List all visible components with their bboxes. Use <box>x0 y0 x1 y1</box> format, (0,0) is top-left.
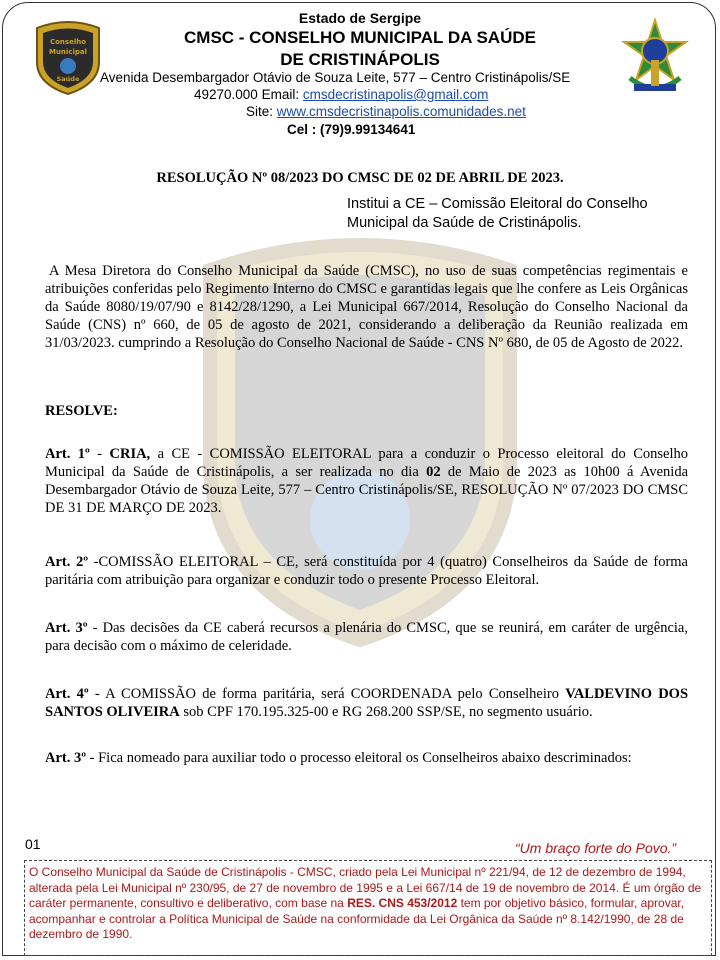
footer-text-a: O Conselho Municipal da Saúde de Cristinápolis - CMSC, criado pela Lei Municipal nº 221/94, de 12 de dezembro de 1994, alterada pela Lei Municipal nº 230/95, de 27 de novembro de 1995 e a Lei 667/14 de 19 de novembro de 2014. É um órgão de caráter permanente, consultivo e deliberativo, com base na <box>29 865 702 911</box>
article-1-text-a: a CE - COMISSÃO ELEITORAL para a conduzir o Processo eleitoral do Conselho Municipal da Saúde de Cristinápolis, a ser realizada no dia <box>45 446 688 480</box>
header-council-line1: CMSC - CONSELHO MUNICIPAL DA SAÚDE <box>184 28 536 47</box>
resolution-title: RESOLUÇÃO Nº 08/2023 DO CMSC DE 02 DE ABRIL DE 2023. <box>156 170 564 186</box>
article-4-name: VALDEVINO DOS SANTOS OLIVEIRA <box>45 686 689 720</box>
resolution-preamble: A Mesa Diretora do Conselho Municipal da Saúde (CMSC), no uso de suas competências regimentais e atribuições conferidas pelo Regimento Interno do CMSC e garantidas legais que lhe confere as Leis Orgânicas da Saúde 8080/19/07/90 e 8142/28/1290, a Lei Municipal 667/2014, Resolução do Conselho Nacional da Saúde (CNS) nº 660, de 05 de agosto de 2021, considerando a deliberação da Reunião realizada em 31/03/2023. cumprindo a Resolução do Conselho Nacional de Saúde - CNS Nº 680, de 05 de Agosto de 2022. <box>45 263 688 351</box>
footer-motto: “Um braço forte do Povo.” <box>515 840 677 856</box>
resolution-ementa: Institui a CE – Comissão Eleitoral do Conselho Municipal da Saúde de Cristinápolis. <box>347 196 648 231</box>
logo-text-bottom: Saúde <box>56 75 80 83</box>
header-email-label: Email: <box>261 87 300 102</box>
header-site-label: Site: <box>246 104 274 119</box>
header-state: Estado de Sergipe <box>298 10 422 26</box>
footer-text-b: tem por objetivo básico, formular, aprovar, acompanhar e controlar a Política Municipal de Saúde na conformidade da Lei Orgânica da Saúde nº 8.142/1990, de 28 de dezembro de 1990. <box>29 896 685 942</box>
article-1: Art. 1º - CRIA, a CE - COMISSÃO ELEITORAL para a conduzir o Processo eleitoral do Conselho Municipal da Saúde de Cristinápolis, a ser realizada no dia 02 de Maio de 2023 as 10h00 á Avenida Desembargador Otávio de Souza Leite, 577 – Centro Cristinápolis/SE, RESOLUÇÃO Nº 07/2023 DO CMSC DE 31 DE MARÇO DE 2023. <box>45 446 689 516</box>
footer-box <box>24 860 712 956</box>
article-2 <box>45 553 688 589</box>
article-3-label: Art. 3º <box>45 620 88 636</box>
article-4-text-a: - A COMISSÃO de forma paritária, será COORDENADA pelo Conselheiro <box>94 686 559 702</box>
header-site-row <box>246 104 526 119</box>
resolve-heading: RESOLVE: <box>45 403 118 419</box>
article-3 <box>45 619 688 655</box>
page-number: 01 <box>25 836 41 852</box>
article-5 <box>45 749 688 767</box>
logo-text-mid: Municipal <box>48 48 88 56</box>
header-address: Avenida Desembargador Otávio de Souza Leite, 577 – Centro Cristinápolis/SE <box>100 70 571 85</box>
logo-text-top: Conselho <box>49 38 87 46</box>
header-site-link[interactable]: www.cmsdecristinapolis.comunidades.net <box>276 104 526 119</box>
article-4 <box>45 685 688 721</box>
header-council-name <box>0 27 720 71</box>
article-5-text: - Fica nomeado para auxiliar todo o processo eleitoral os Conselheiros abaixo descriminados: <box>89 750 632 766</box>
article-1-bold: CRIA, <box>109 446 151 462</box>
header-phone: Cel : (79)9.99134641 <box>287 122 416 137</box>
header-cep: 49270.000 <box>194 87 258 102</box>
article-1-label: Art. 1º <box>45 446 90 462</box>
article-2-label: Art. 2º <box>45 554 89 570</box>
header-email-link[interactable]: cmsdecristinapolis@gmail.com <box>302 87 489 102</box>
footer-text-bold: RES. CNS 453/2012 <box>347 896 458 911</box>
article-4-text-b: sob CPF 170.195.325-00 e RG 268.200 SSP/SE, no segmento usuário. <box>183 704 593 720</box>
article-5-label: Art. 3º <box>45 750 87 766</box>
header-address-block <box>100 69 620 103</box>
article-3-text: - Das decisões da CE caberá recursos a plenária do CMSC, que se reunirá, em caráter de urgência, para decisão com o máximo de celeridade. <box>45 620 688 654</box>
article-4-label: Art. 4º <box>45 686 89 702</box>
header-council-line2: DE CRISTINÁPOLIS <box>280 50 440 69</box>
article-1-day: 02 <box>426 464 441 480</box>
article-1-text-b: de Maio de 2023 as 10h00 á Avenida Desembargador Otávio de Souza Leite, 577 – Centro Cristinápolis/SE, RESOLUÇÃO Nº 07/2023 DO CMSC DE 31 DE MARÇO DE 2023. <box>45 464 689 516</box>
article-2-text: -COMISSÃO ELEITORAL – CE, será constituída por 4 (quatro) Conselheiros da Saúde de forma paritária com atribuição para organizar e conduzir todo o presente Processo Eleitoral. <box>45 554 688 588</box>
